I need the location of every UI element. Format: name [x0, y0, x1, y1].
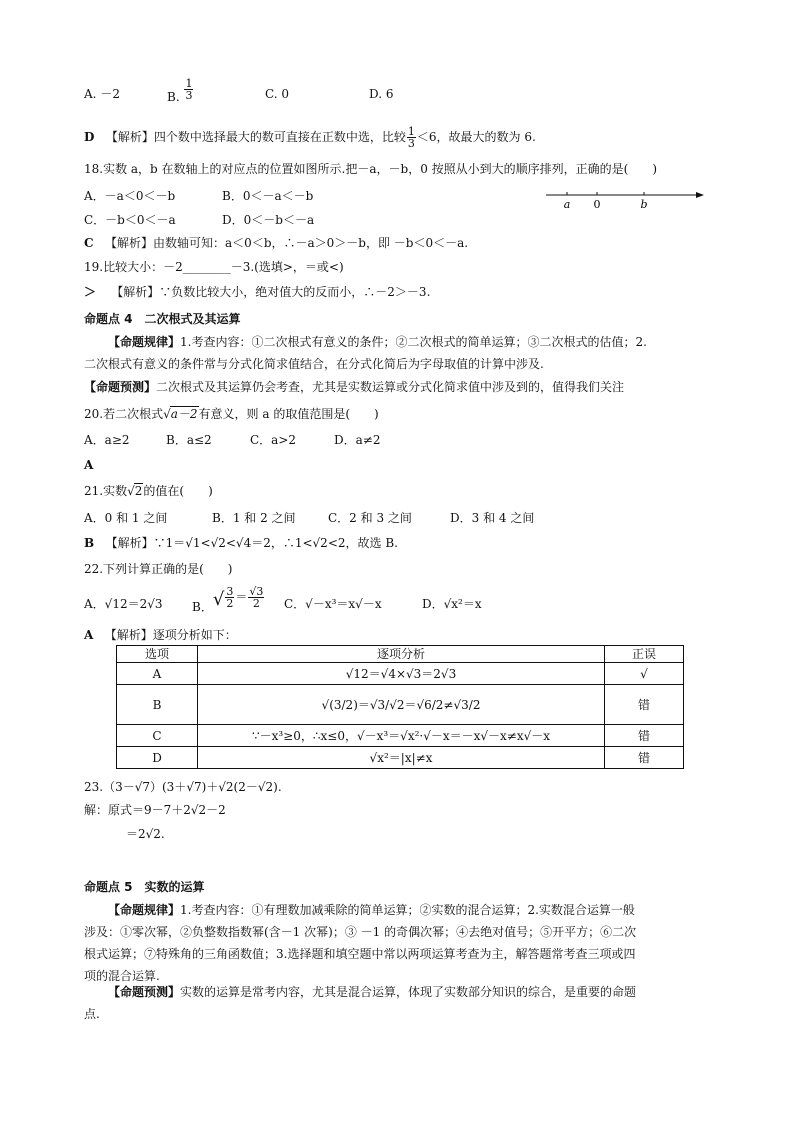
q23-solution-line1: 解：原式＝9－7＋2√2－2	[84, 803, 226, 817]
q18-stem: 18.实数 a，b 在数轴上的对应点的位置如图所示.把－a，－b，0 按照从小到大的顺序排列，正确的是( )	[84, 162, 658, 176]
table-header: 选项	[117, 646, 198, 663]
topic5-rule-line1: 【命题规律】1.考查内容：①有理数加减乘除的简单运算；②实数的混合运算；2.实数混合运算一般	[108, 903, 635, 917]
topic5-predict-line2: 点.	[84, 1007, 100, 1021]
q22-option-b: B．√ $\frac{3}{2}$ ＝ $\frac{√3}{2}$	[192, 585, 264, 614]
topic4-title: 命题点 4 二次根式及其运算	[84, 312, 241, 326]
table-cell: 错	[605, 725, 684, 747]
analysis-table	[116, 645, 684, 769]
label-0: 0	[593, 198, 601, 211]
label-a: a	[563, 198, 571, 211]
q21-option-a: A．0 和 1 之间	[84, 511, 168, 525]
table-cell: √x²＝|x|≠x	[198, 747, 605, 769]
q22-answer: A 【解析】逐项分析如下：	[84, 628, 237, 642]
table-row	[117, 685, 684, 725]
q22-option-a: A．√12＝2√3	[84, 597, 163, 611]
q23-solution-line2: ＝2√2.	[126, 827, 165, 841]
q22-option-d: D．√x²＝x	[422, 597, 482, 611]
table-cell: C	[117, 725, 198, 747]
q20-option-a: A．a≥2	[84, 433, 130, 447]
q18-option-d: D．0＜－b＜－a	[222, 213, 315, 227]
arrow-right-icon	[696, 192, 704, 198]
table-cell: D	[117, 747, 198, 769]
topic4-predict: 【命题预测】二次根式及其运算仍会考查，尤其是实数运算或分式化简求值中涉及到的，值得我们关注	[84, 380, 625, 394]
table-header: 正误	[605, 646, 684, 663]
table-row	[117, 747, 684, 769]
q17-option-a: A. －2	[84, 87, 120, 101]
table-cell: 错	[605, 685, 684, 725]
fraction: $\frac{1}{3}$	[185, 77, 193, 102]
table-header: 逐项分析	[198, 646, 605, 663]
table-cell: √12＝√4×√3＝2√3	[198, 663, 605, 685]
q20-option-c: C．a>2	[250, 433, 297, 447]
q18-option-a: A．－a＜0＜－b	[84, 189, 176, 203]
q22-stem: 22.下列计算正确的是( )	[84, 562, 233, 576]
q23-stem: 23.（3－√7）(3＋√7)＋√2(2－√2).	[84, 780, 282, 794]
topic4-rule-line1: 【命题规律】1.考查内容：①二次根式有意义的条件；②二次根式的简单运算；③二次根式的估值；2.	[108, 335, 647, 349]
topic4-rule-line2: 二次根式有意义的条件常与分式化简求值结合，在分式化简后为字母取值的计算中涉及.	[84, 357, 544, 371]
q17-option-c: C. 0	[265, 87, 290, 101]
table-cell: √(3/2)＝√3/√2＝√6/2≠√3/2	[198, 685, 605, 725]
fraction: $\frac{1}{3}$	[407, 125, 415, 150]
q20-stem: 20.若二次根式√a－2有意义，则 a 的取值范围是( )	[84, 407, 379, 421]
table-cell: A	[117, 663, 198, 685]
q18-option-b: B．0＜－a＜－b	[222, 189, 314, 203]
q21-option-c: C．2 和 3 之间	[328, 511, 412, 525]
q20-option-b: B．a≤2	[166, 433, 212, 447]
q22-option-c: C．√－x³＝x√－x	[284, 597, 382, 611]
q18-option-c: C．－b＜0＜－a	[84, 213, 176, 227]
label-b: b	[640, 198, 648, 211]
q17-option-b: B. $\frac{1}{3}$	[167, 77, 193, 104]
q19-answer: ＞ 【解析】∵负数比较大小，绝对值大的反而小，∴－2＞－3.	[84, 285, 431, 299]
topic5-predict-line1: 【命题预测】实数的运算是常考内容，尤其是混合运算，体现了实数部分知识的综合，是重要的命题	[108, 985, 637, 999]
q21-option-b: B．1 和 2 之间	[212, 511, 296, 525]
table-header-row	[117, 646, 684, 663]
table-row	[117, 725, 684, 747]
topic5-rule-line3: 根式运算；⑦特殊角的三角函数值；3.选择题和填空题中常以两项运算考查为主，解答题常考查三项或四	[84, 947, 636, 961]
q20-answer: A	[84, 458, 94, 472]
q17-answer: D 【解析】四个数中选择最大的数可直接在正数中选，比较 $\frac{1}{3}$ ＜6，故最大的数为 6.	[84, 125, 536, 150]
q21-stem: 21.实数√2的值在( )	[84, 484, 213, 498]
topic5-rule-line2: 涉及：①零次幂，②负整数指数幂(含－1 次幂)；③ －1 的奇偶次幂；④去绝对值号；⑤开平方；⑥二次	[84, 925, 637, 939]
q18-answer: C 【解析】由数轴可知：a＜0＜b，∴－a＞0＞－b，即 －b＜0＜－a.	[84, 236, 469, 250]
q20-option-d: D．a≠2	[334, 433, 381, 447]
table-cell: √	[605, 663, 684, 685]
q21-option-d: D．3 和 4 之间	[450, 511, 535, 525]
q17-option-d: D. 6	[369, 87, 394, 101]
topic5-rule-line4: 项的混合运算.	[84, 969, 160, 983]
table-cell: 错	[605, 747, 684, 769]
table-cell: B	[117, 685, 198, 725]
q19-stem: 19.比较大小：－2________－3.(选填>，＝或<)	[84, 260, 344, 274]
q21-answer: B 【解析】∵1＝√1<√2<√4＝2，∴1<√2<2，故选 B.	[84, 536, 398, 550]
table-cell: ∵－x³≥0，∴x≤0，√－x³＝√x²·√－x＝－x√－x≠x√－x	[198, 725, 605, 747]
topic5-title: 命题点 5 实数的运算	[84, 880, 205, 894]
number-line	[546, 187, 704, 211]
table-row	[117, 663, 684, 685]
